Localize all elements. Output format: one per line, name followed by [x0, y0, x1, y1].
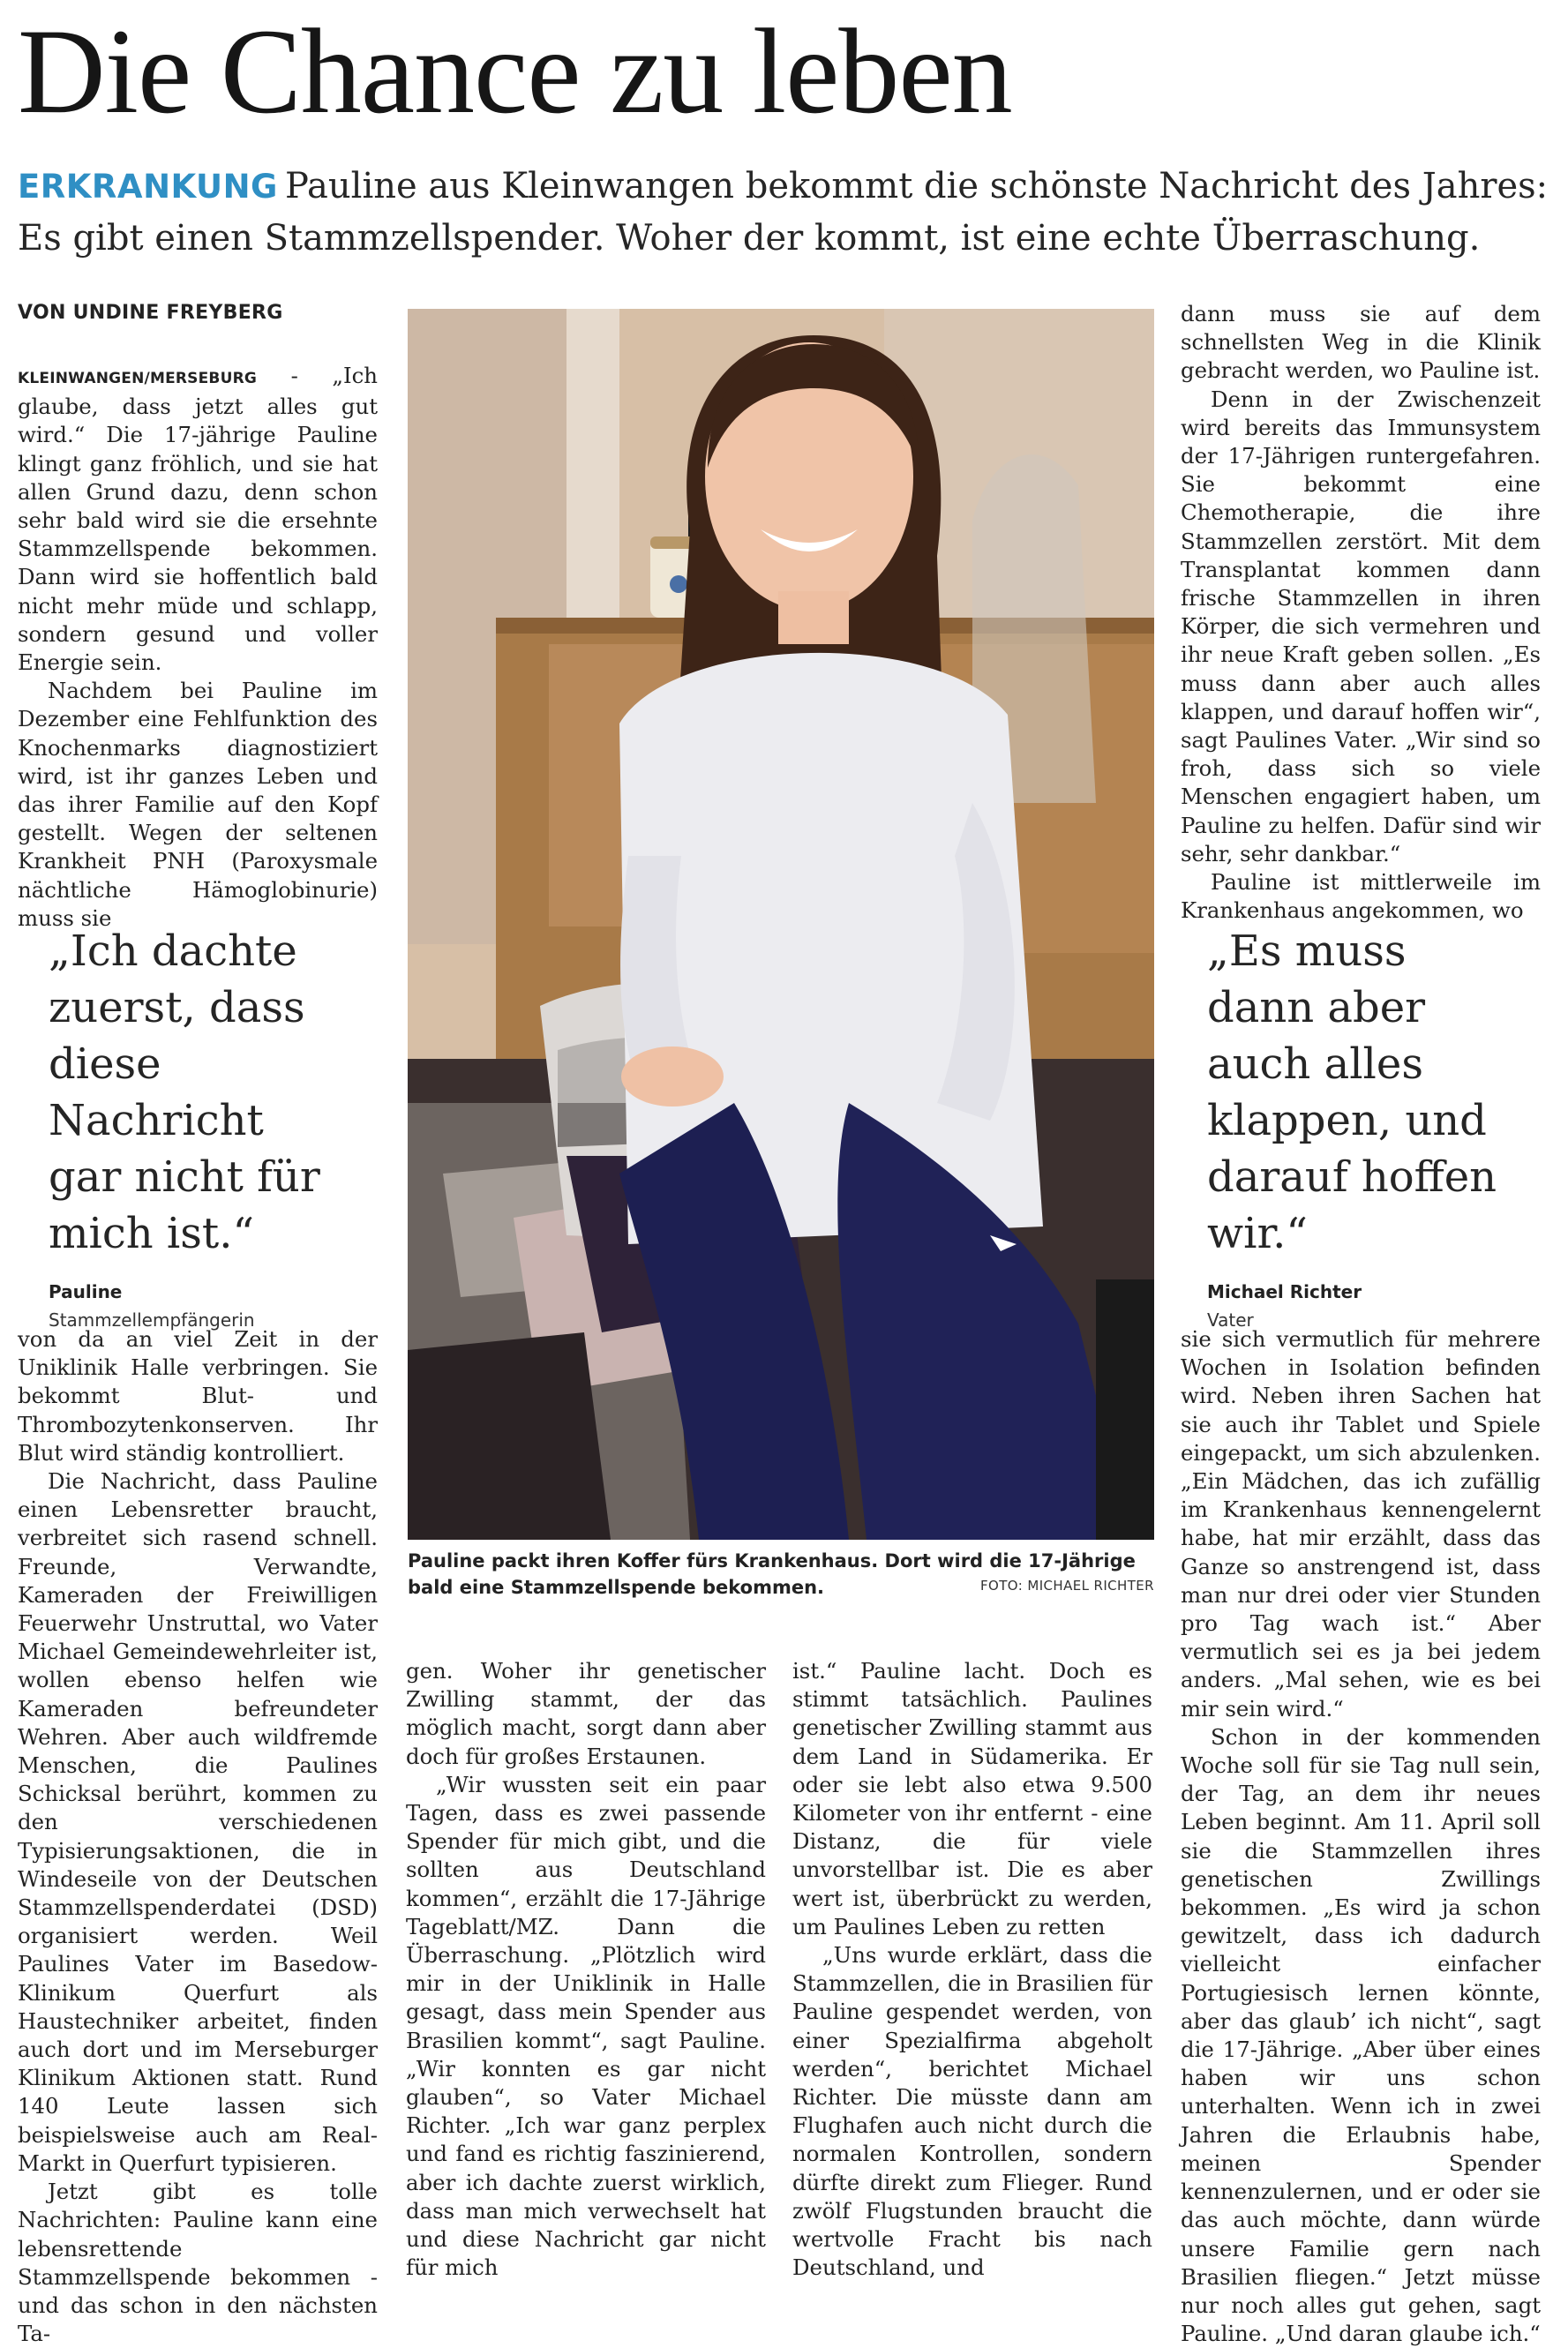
column-4-bottom: [1181, 1325, 1541, 2348]
pull-quote-name: Michael Richter: [1207, 1281, 1362, 1302]
paragraph: sie sich vermutlich für mehrere Wochen in Isolation befinden wird. Neben ihren Sachen hat sie auch ihr Tablet und Spiele eingepackt, um sich abzulenken. „Ein Mädchen, das ich zufällig im Krankenhaus kennengelernt habe, hat mir erzählt, dass das Ganze so anstrengend ist, dass man nur drei oder vier Stunden pro Tag wach ist.“ Aber vermutlich sei es ja bei jedem anders. „Mal sehen, wie es bei mir sein wird.“: [1181, 1326, 1541, 1722]
pull-quote-text: „Es muss dann aber auch alles klappen, und darauf hoffen wir.“: [1207, 926, 1497, 1258]
paragraph: „Uns wurde erklärt, dass die Stammzellen, die in Brasilien für Pauline gespendet werden, von einer Spezialfirma abgeholt werden“, berichtet Michael Richter. Die müsste dann am Flughafen auch nicht durch die normalen Kontrollen, sondern dürfte direkt zum Flieger. Rund zwölf Flugstunden braucht die wertvolle Fracht bis nach Deutschland, und: [792, 1942, 1152, 2281]
pull-quote-right: [1207, 923, 1525, 1331]
subheadline: [18, 161, 1553, 264]
pull-quote-name: Pauline: [49, 1281, 123, 1302]
paragraph: Pauline ist mittlerweile im Krankenhaus angekommen, wo: [1181, 869, 1541, 924]
dateline: KLEINWANGEN/MERSEBURG: [18, 370, 258, 387]
article-photo: [408, 309, 1154, 1540]
column-1-bottom: [18, 1325, 378, 2348]
pull-quote-role: Stammzellempfängerin: [49, 1309, 255, 1331]
paragraph: Jetzt gibt es tolle Nachrichten: Pauline kann eine lebensrettende Stammzellspende bekommen - und das schon in den nächsten Ta-: [18, 2179, 378, 2347]
paragraph: Die Nachricht, dass Pauline einen Lebensretter braucht, verbreitet sich rasend schnell. Freunde, Verwandte, Kameraden der Freiwilligen Feuerwehr Unstruttal, wo Vater Michael Gemeindewehrleiter ist, wollen ebenso helfen wie Kameraden befreundeter Wehren. Aber auch wildfremde Menschen, die Paulines Schicksal berührt, kommen zu den verschiedenen Typisierungsaktionen, die in Windeseile von der Deutschen Stammzellspenderdatei (DSD) organisiert werden. Weil Paulines Vater im Basedow-Klinikum Querfurt als Haustechniker arbeitet, finden auch dort und im Merseburger Klinikum Aktionen statt. Rund 140 Leute lassen sich beispielsweise auch am Real-Markt in Querfurt typisieren.: [18, 1468, 378, 2176]
paragraph: Schon in der kommenden Woche soll für sie Tag null sein, der Tag, an dem ihr neues Leben beginnt. Am 11. April soll sie die Stammzellen ihres genetischen Zwillings bekommen. „Es wird ja schon gewitzelt, dass ich dadurch vielleicht einfacher Portugiesisch lernen könnte, aber das glaub’ ich nicht“, sagt die 17-Jährige. „Aber über eines haben wir uns schon unterhalten. Wenn ich in zwei Jahren die Erlaubnis habe, meinen Spender kennenzulernen, und er oder sie das auch möchte, dann würde unsere Familie gern nach Brasilien fliegen.“ Jetzt müsse nur noch alles gut gehen, sagt Pauline. „Und daran glaube ich.“: [1181, 1723, 1541, 2347]
pull-quote-role: Vater: [1207, 1309, 1254, 1331]
paragraph: Denn in der Zwischenzeit wird bereits das Immunsystem der 17-Jährigen runtergefahren. Sie bekommt eine Chemotherapie, die ihre Stammzellen zerstört. Mit dem Transplantat kommen dann frische Stammzellen in ihren Körper, die sich vermehren und ihr neue Kraft geben sollen. „Es muss dann aber auch alles klappen, und darauf hoffen wir“, sagt Paulines Vater. „Wir sind so froh, dass sich so viele Menschen engagiert haben, um Pauline zu helfen. Dafür sind wir sehr, sehr dankbar.“: [1181, 386, 1541, 866]
headline: Die Chance zu leben: [18, 4, 1012, 139]
photo-caption: Pauline packt ihren Koffer fürs Krankenhaus. Dort wird die 17-Jährige bald eine Stammzellspende bekommen.: [408, 1550, 1136, 1598]
paragraph: dann muss sie auf dem schnellsten Weg in die Klinik gebracht werden, wo Pauline ist.: [1181, 301, 1541, 384]
paragraph: ist.“ Pauline lacht. Doch es stimmt tatsächlich. Paulines genetischer Zwilling stammt aus dem Land in Südamerika. Er oder sie lebt also etwa 9.500 Kilometer von ihr entfernt - eine Distanz, die für viele unvorstellbar ist. Die es aber wert ist, überbrückt zu werden, um Paulines Leben zu retten: [792, 1658, 1152, 1939]
paragraph: Nachdem bei Pauline im Dezember eine Fehlfunktion des Knochenmarks diagnostiziert wird, ist ihr ganzes Leben und das ihrer Familie auf den Kopf gestellt. Wegen der seltenen Krankheit PNH (Paroxysmale nächtliche Hämoglobinurie) muss sie: [18, 678, 378, 931]
paragraph: [18, 362, 378, 677]
byline: VON UNDINE FREYBERG: [18, 302, 283, 324]
paragraph: gen. Woher ihr genetischer Zwilling stammt, der das möglich macht, sorgt dann aber doch für großes Erstaunen.: [406, 1658, 766, 1769]
kicker: ERKRANKUNG: [18, 168, 278, 206]
column-4-top: [1181, 300, 1541, 925]
column-1-top: [18, 362, 378, 933]
lead-text: - „Ich glaube, dass jetzt alles gut wird.“ Die 17-jährige Pauline klingt ganz fröhlich, und sie hat allen Grund dazu, denn schon sehr bald wird sie die ersehnte Stammzellspende bekommen. Dann wird sie hoffentlich bald nicht mehr müde und schlapp, sondern gesund und voller Energie sein.: [18, 363, 378, 676]
column-2: [406, 1657, 766, 2282]
column-3: [792, 1657, 1152, 2282]
paragraph: von da an viel Zeit in der Uniklinik Halle verbringen. Sie bekommt Blut- und Thrombozytenkonserven. Ihr Blut wird ständig kontrolliert.: [18, 1326, 378, 1466]
paragraph: „Wir wussten seit ein paar Tagen, dass es zwei passende Spender für mich gibt, und die sollten aus Deutschland kommen“, erzählt die 17-Jährige Tageblatt/MZ. Dann die Überraschung. „Plötzlich wird mir in der Uniklinik in Halle gesagt, dass mein Spender aus Brasilien kommt“, sagt Pauline. „Wir konnten es gar nicht glauben“, so Vater Michael Richter. „Ich war ganz perplex und fand es richtig faszinierend, aber ich dachte zuerst wirklich, dass man mich verwechselt hat und diese Nachricht gar nicht für mich: [406, 1771, 766, 2281]
photo-credit: FOTO: MICHAEL RICHTER: [979, 1578, 1154, 1594]
pull-quote-text: „Ich dachte zuerst, dass diese Nachricht gar nicht für mich ist.“: [49, 926, 320, 1258]
pull-quote-left: [49, 923, 349, 1331]
subheadline-text: Pauline aus Kleinwangen bekommt die schönste Nachricht des Jahres: Es gibt einen Stammzellspender. Woher der kommt, ist eine echte Überraschung.: [18, 166, 1549, 259]
